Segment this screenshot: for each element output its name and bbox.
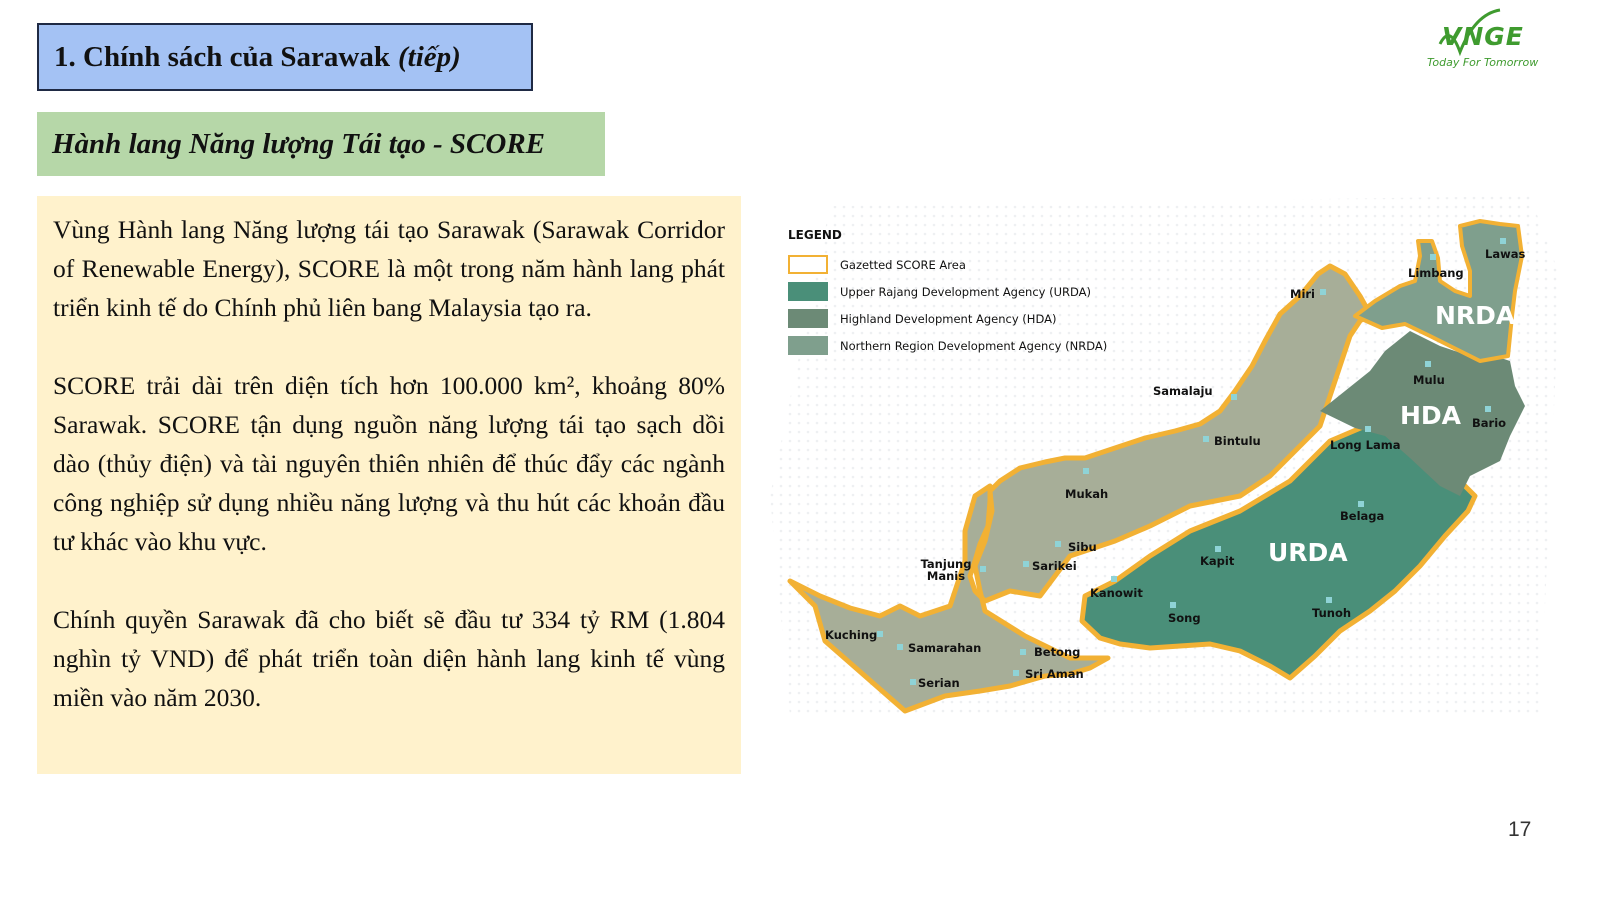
paragraph-intro: Vùng Hành lang Năng lượng tái tạo Sarawak (Sarawak Corridor of Renewable Energy), SCORE là một trong năm hành lang phát triển kinh tế do Chính phủ liên bang Malaysia tạo ra. xyxy=(53,215,725,323)
legend-swatch-score xyxy=(788,255,828,274)
place-limbang: Limbang xyxy=(1408,266,1464,280)
legend-label-score: Gazetted SCORE Area xyxy=(840,257,966,272)
region-label-nrda: NRDA xyxy=(1435,301,1516,330)
place-mukah: Mukah xyxy=(1065,487,1109,501)
place-samalaju: Samalaju xyxy=(1153,384,1213,398)
paragraph-investment: Chính quyền Sarawak đã cho biết sẽ đầu tư 334 tỷ RM (1.804 nghìn tỷ VND) để phát triển toàn diện hành lang kinh tế vùng miền vào năm 2030. xyxy=(53,604,725,713)
legend-item-score xyxy=(788,251,1107,278)
legend-swatch-nrda xyxy=(788,336,828,355)
place-song: Song xyxy=(1168,611,1201,625)
place-sibu: Sibu xyxy=(1068,540,1097,554)
legend-label-urda: Upper Rajang Development Agency (URDA) xyxy=(840,284,1092,299)
legend-label-hda: Highland Development Agency (HDA) xyxy=(840,311,1057,326)
place-tanjung-manis: Tanjung Manis xyxy=(920,557,972,583)
place-serian: Serian xyxy=(918,676,960,690)
place-bintulu: Bintulu xyxy=(1214,434,1261,448)
place-sarikei: Sarikei xyxy=(1032,559,1077,573)
legend-label-nrda: Northern Region Development Agency (NRDA) xyxy=(840,338,1108,353)
page-number: 17 xyxy=(1508,818,1532,841)
paragraph-area: SCORE trải dài trên diện tích hơn 100.000 km², khoảng 80% Sarawak. SCORE tận dụng nguồn năng lượng tái tạo sạch dồi dào (thủy điện) và tài nguyên thiên nhiên để thúc đẩy các ngành công nghiệp sử dụng nhiều năng lượng và thu hút các khoản đầu tư khác vào khu vực. xyxy=(53,370,725,557)
place-kapit: Kapit xyxy=(1200,554,1235,568)
place-belaga: Belaga xyxy=(1340,509,1385,523)
logo-name: VNGE xyxy=(1442,22,1524,51)
place-miri: Miri xyxy=(1290,287,1315,301)
place-betong: Betong xyxy=(1034,645,1081,659)
legend-item-hda xyxy=(788,305,1107,332)
legend-swatch-hda xyxy=(788,309,828,328)
slide-title-main: 1. Chính sách của Sarawak xyxy=(54,40,390,73)
region-label-urda: URDA xyxy=(1268,538,1348,567)
section-subtitle-text: Hành lang Năng lượng Tái tạo - SCORE xyxy=(52,127,546,160)
legend-title: LEGEND xyxy=(788,228,842,242)
place-samarahan: Samarahan xyxy=(908,641,982,655)
region-label-hda: HDA xyxy=(1400,401,1462,430)
legend-swatch-urda xyxy=(788,282,828,301)
place-bario: Bario xyxy=(1472,416,1507,430)
place-sri-aman: Sri Aman xyxy=(1025,667,1084,681)
place-lawas: Lawas xyxy=(1485,247,1526,261)
place-kuching: Kuching xyxy=(825,628,878,642)
place-long-lama: Long Lama xyxy=(1330,438,1401,452)
place-tunoh: Tunoh xyxy=(1312,606,1352,620)
section-subtitle xyxy=(37,112,605,176)
slide-title xyxy=(37,23,533,91)
vnge-logo xyxy=(1420,4,1570,72)
place-mulu: Mulu xyxy=(1413,373,1445,387)
sarawak-map xyxy=(770,196,1570,726)
legend-item-urda xyxy=(788,278,1107,305)
text-panel xyxy=(37,196,741,774)
place-kanowit: Kanowit xyxy=(1090,586,1143,600)
slide-title-suffix: (tiếp) xyxy=(398,40,461,73)
legend-item-nrda xyxy=(788,332,1107,359)
logo-tagline: Today For Tomorrow xyxy=(1427,56,1539,69)
map-legend xyxy=(788,228,1107,359)
